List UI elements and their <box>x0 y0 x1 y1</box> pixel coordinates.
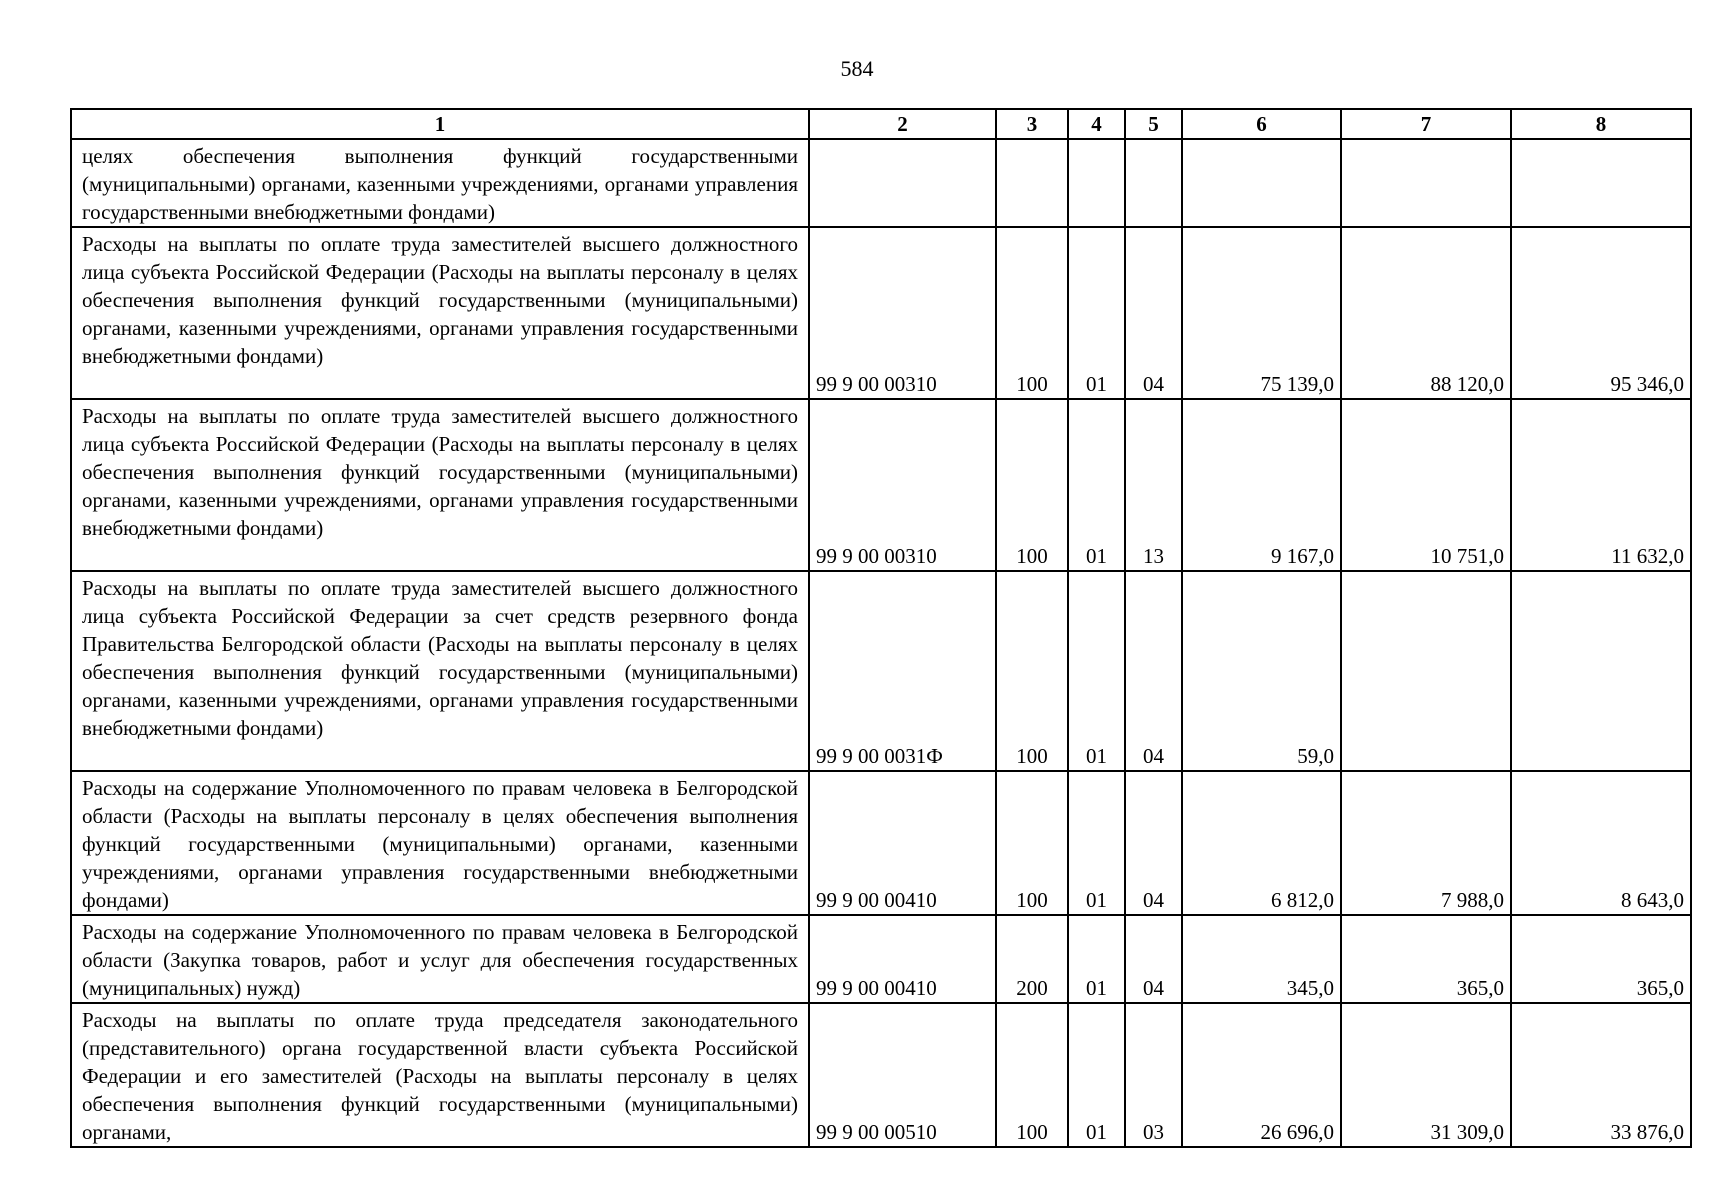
row-value-year-2 <box>1341 571 1511 771</box>
budget-table <box>70 108 1692 1148</box>
row-value-year-1: 26 696,0 <box>1182 1003 1341 1147</box>
row-value-year-1: 9 167,0 <box>1182 399 1341 571</box>
row-vr <box>996 139 1068 227</box>
table-row <box>71 1003 1691 1147</box>
row-rz: 01 <box>1068 771 1125 915</box>
row-code: 99 9 00 00310 <box>809 227 996 399</box>
row-value-year-1: 345,0 <box>1182 915 1341 1003</box>
row-vr: 100 <box>996 227 1068 399</box>
row-rz: 01 <box>1068 571 1125 771</box>
row-value-year-1 <box>1182 139 1341 227</box>
row-rz: 01 <box>1068 1003 1125 1147</box>
row-code: 99 9 00 00410 <box>809 771 996 915</box>
row-value-year-2: 31 309,0 <box>1341 1003 1511 1147</box>
row-vr: 100 <box>996 399 1068 571</box>
table-row <box>71 399 1691 571</box>
row-description: целях обеспечения выполнения функций государственными (муниципальными) органами, казенными учреждениями, органами управления государственными внебюджетными фондами) <box>71 139 809 227</box>
row-value-year-2: 88 120,0 <box>1341 227 1511 399</box>
row-pr: 04 <box>1125 227 1182 399</box>
row-vr: 100 <box>996 1003 1068 1147</box>
row-code: 99 9 00 00410 <box>809 915 996 1003</box>
table-row <box>71 771 1691 915</box>
row-code <box>809 139 996 227</box>
row-description: Расходы на выплаты по оплате труда заместителей высшего должностного лица субъекта Российской Федерации (Расходы на выплаты персоналу в целях обеспечения выполнения функций государственными (муниципальными) органами, казенными учреждениями, органами управления государственными внебюджетными фондами) <box>71 227 809 399</box>
row-description: Расходы на содержание Уполномоченного по правам человека в Белгородской области (Закупка товаров, работ и услуг для обеспечения государственных (муниципальных) нужд) <box>71 915 809 1003</box>
row-pr: 13 <box>1125 399 1182 571</box>
row-code: 99 9 00 00310 <box>809 399 996 571</box>
row-value-year-3: 365,0 <box>1511 915 1691 1003</box>
column-header-1: 1 <box>71 109 809 139</box>
column-header-2: 2 <box>809 109 996 139</box>
row-value-year-3: 8 643,0 <box>1511 771 1691 915</box>
row-pr: 04 <box>1125 571 1182 771</box>
row-rz <box>1068 139 1125 227</box>
table-row <box>71 571 1691 771</box>
table-row <box>71 227 1691 399</box>
column-header-4: 4 <box>1068 109 1125 139</box>
row-vr: 200 <box>996 915 1068 1003</box>
column-header-8: 8 <box>1511 109 1691 139</box>
row-vr: 100 <box>996 571 1068 771</box>
row-value-year-3 <box>1511 571 1691 771</box>
column-header-6: 6 <box>1182 109 1341 139</box>
row-value-year-3 <box>1511 139 1691 227</box>
row-value-year-3: 33 876,0 <box>1511 1003 1691 1147</box>
row-value-year-1: 75 139,0 <box>1182 227 1341 399</box>
row-pr <box>1125 139 1182 227</box>
column-header-7: 7 <box>1341 109 1511 139</box>
row-rz: 01 <box>1068 915 1125 1003</box>
column-header-3: 3 <box>996 109 1068 139</box>
row-pr: 04 <box>1125 771 1182 915</box>
table-row <box>71 915 1691 1003</box>
row-value-year-3: 11 632,0 <box>1511 399 1691 571</box>
column-header-5: 5 <box>1125 109 1182 139</box>
row-code: 99 9 00 0031Ф <box>809 571 996 771</box>
row-value-year-2 <box>1341 139 1511 227</box>
row-description: Расходы на выплаты по оплате труда заместителей высшего должностного лица субъекта Российской Федерации за счет средств резервного фонда Правительства Белгородской области (Расходы на выплаты персоналу в целях обеспечения выполнения функций государственными (муниципальными) органами, казенными учреждениями, органами управления государственными внебюджетными фондами) <box>71 571 809 771</box>
row-pr: 03 <box>1125 1003 1182 1147</box>
row-description: Расходы на содержание Уполномоченного по правам человека в Белгородской области (Расходы на выплаты персоналу в целях обеспечения выполнения функций государственными (муниципальными) органами, казенными учреждениями, органами управления государственными внебюджетными фондами) <box>71 771 809 915</box>
row-value-year-2: 10 751,0 <box>1341 399 1511 571</box>
row-code: 99 9 00 00510 <box>809 1003 996 1147</box>
row-value-year-2: 365,0 <box>1341 915 1511 1003</box>
row-value-year-3: 95 346,0 <box>1511 227 1691 399</box>
header-row <box>71 109 1691 139</box>
row-rz: 01 <box>1068 399 1125 571</box>
row-description: Расходы на выплаты по оплате труда председателя законодательного (представительного) органа государственной власти субъекта Российской Федерации и его заместителей (Расходы на выплаты персоналу в целях обеспечения выполнения функций государственными (муниципальными) органами, <box>71 1003 809 1147</box>
row-value-year-2: 7 988,0 <box>1341 771 1511 915</box>
row-pr: 04 <box>1125 915 1182 1003</box>
row-value-year-1: 6 812,0 <box>1182 771 1341 915</box>
row-rz: 01 <box>1068 227 1125 399</box>
page-number: 584 <box>840 56 874 81</box>
row-value-year-1: 59,0 <box>1182 571 1341 771</box>
row-description: Расходы на выплаты по оплате труда заместителей высшего должностного лица субъекта Российской Федерации (Расходы на выплаты персоналу в целях обеспечения выполнения функций государственными (муниципальными) органами, казенными учреждениями, органами управления государственными внебюджетными фондами) <box>71 399 809 571</box>
row-vr: 100 <box>996 771 1068 915</box>
table-row <box>71 139 1691 227</box>
